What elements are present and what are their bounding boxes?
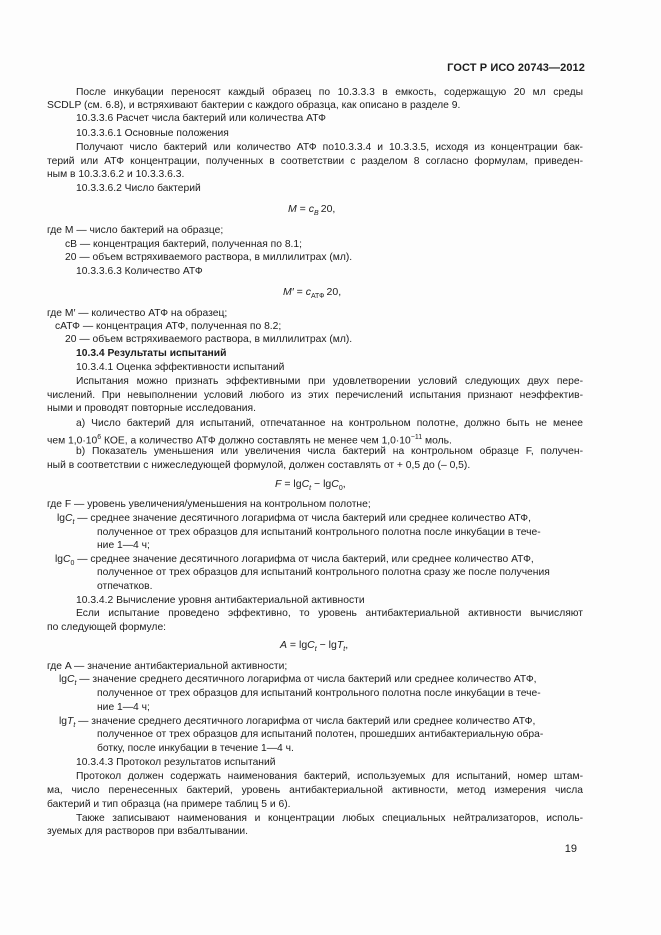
legend-line: где F — уровень увеличения/уменьшения на контрольном полотне; bbox=[47, 499, 371, 510]
legend-line: lgC$_0$ — среднее значение десятичного логарифма от числа бактерий, или среднее количество АТФ, bbox=[55, 554, 534, 568]
text-line: b) Показатель уменьшения или увеличения числа бактерий на контрольном образце F, получен- bbox=[76, 446, 583, 457]
text-line: Испытания можно признать эффективными при удовлетворении условий следующих двух пере- bbox=[76, 376, 583, 387]
text-line: ма, число перенесенных бактерий, уровень антибактериальной активности, метод измерения числа bbox=[47, 785, 583, 796]
text-line: 10.3.4.1 Оценка эффективности испытаний bbox=[76, 362, 285, 373]
legend-line: lgC$_t$ — значение среднего десятичного логарифма от числа бактерий или среднее количество АТФ, bbox=[59, 674, 537, 688]
formula-m: $M = c_B$ 20, bbox=[288, 203, 336, 218]
text-line: 10.3.4.2 Вычисление уровня антибактериальной активности bbox=[76, 595, 365, 606]
text-line: 10.3.4.3 Протокол результатов испытаний bbox=[76, 757, 276, 768]
legend-line: 20 — объем встряхиваемого раствора, в миллилитрах (мл). bbox=[65, 334, 353, 345]
page-number: 19 bbox=[564, 843, 577, 855]
text-line: бактерий и тип образца (на примере таблиц 5 и 6). bbox=[47, 799, 291, 810]
legend-line: полученное от трех образцов для испытаний полотен, прошедших антибактериальную обра- bbox=[97, 729, 544, 740]
legend-line: где A — значение антибактериальной активности; bbox=[47, 661, 288, 672]
legend-line: полученное от трех образцов для испытаний контрольного полотна сразу же после получения bbox=[97, 567, 550, 578]
formula-f: F = lgC$_t$ − lgC$_0$, bbox=[275, 478, 346, 493]
legend-line: где M — число бактерий на образце; bbox=[47, 225, 224, 236]
formula-m-prime: $M' = c_{АТФ}$ 20, bbox=[283, 286, 342, 301]
text-line: Если испытание проведено эффективно, то уровень антибактериальной активности вычисляют bbox=[76, 608, 583, 619]
legend-line: 20 — объем встряхиваемого раствора, в миллилитрах (мл). bbox=[65, 252, 353, 263]
text-line: 10.3.3.6.3 Количество АТФ bbox=[76, 266, 203, 277]
formula-a: A = lgC$_t$ − lgT$_t$, bbox=[280, 639, 349, 654]
text-line: После инкубации переносят каждый образец по 10.3.3.3 в емкость, содержащую 20 мл среды bbox=[76, 87, 583, 98]
text-line: a) Число бактерий для испытаний, отпечатанное на контрольном полотне, должно быть не менее bbox=[76, 418, 583, 429]
legend-line: полученное от трех образцов для испытаний контрольного полотна после инкубации в тече- bbox=[97, 527, 541, 538]
section-heading: 10.3.4 Результаты испытаний bbox=[76, 348, 227, 359]
text-line: Протокол должен содержать наименования бактерий, используемых для испытаний, номер штам- bbox=[76, 771, 583, 782]
text-line: числений. При невыполнении условий любого из этих перечислений испытания признают неэффектив- bbox=[47, 390, 583, 401]
text-line: терий или АТФ концентрации, полученных в соответствии с разделом 8 согласно формулам, приведен- bbox=[47, 156, 583, 167]
text-line: SCDLP (см. 6.8), и встряхивают бактерии с каждого образца, как описано в разделе 9. bbox=[47, 100, 461, 111]
legend-line: lgC$_t$ — среднее значение десятичного логарифма от числа бактерий или среднее количество АТФ, bbox=[57, 513, 531, 527]
text-line: по следующей формуле: bbox=[47, 622, 167, 633]
text-line: Получают число бактерий или количество АТФ по10.3.3.4 и 10.3.3.5, исходя из концентрации бак- bbox=[76, 142, 583, 153]
text-line: Также записывают наименования и концентрации любых специальных нейтрализаторов, исполь- bbox=[76, 813, 583, 824]
legend-line: ние 1—4 ч; bbox=[97, 702, 150, 713]
text-line: зуемых для растворов при взбалтывании. bbox=[47, 826, 249, 837]
legend-line: где M′ — количество АТФ на образец; bbox=[47, 308, 228, 319]
legend-line: полученное от трех образцов для испытаний контрольного полотна после инкубации в тече- bbox=[97, 688, 541, 699]
text-line: ными и проводят повторные исследования. bbox=[47, 403, 256, 414]
text-line: 10.3.3.6 Расчет числа бактерий или количества АТФ bbox=[76, 113, 326, 124]
legend-line: ботку, после инкубации в течение 1—4 ч. bbox=[97, 743, 294, 754]
text-line: ным в 10.3.3.6.2 и 10.3.3.6.3. bbox=[47, 169, 185, 180]
legend-line: cB — концентрация бактерий, полученная по 8.1; bbox=[65, 239, 303, 250]
text-line: ный в соответствии с нижеследующей формулой, должен составлять от + 0,5 до (– 0,5). bbox=[47, 460, 471, 471]
text-line: 10.3.3.6.2 Число бактерий bbox=[76, 183, 201, 194]
legend-line: ние 1—4 ч; bbox=[97, 540, 150, 551]
standard-header: ГОСТ Р ИСО 20743—2012 bbox=[447, 62, 585, 74]
legend-line: отпечатков. bbox=[97, 581, 153, 592]
legend-line: cАТФ — концентрация АТФ, полученная по 8.2; bbox=[55, 321, 282, 332]
text-line: 10.3.3.6.1 Основные положения bbox=[76, 128, 229, 139]
legend-line: lgT$_t$ — значение среднего десятичного логарифма от числа бактерий или среднее количество АТФ, bbox=[59, 716, 536, 730]
text-line: чем $1,0\cdot 10^6$ КОЕ, а количество АТФ должно составлять не менее чем $1,0\cdot 10^{-11}$ моль. bbox=[47, 434, 452, 447]
